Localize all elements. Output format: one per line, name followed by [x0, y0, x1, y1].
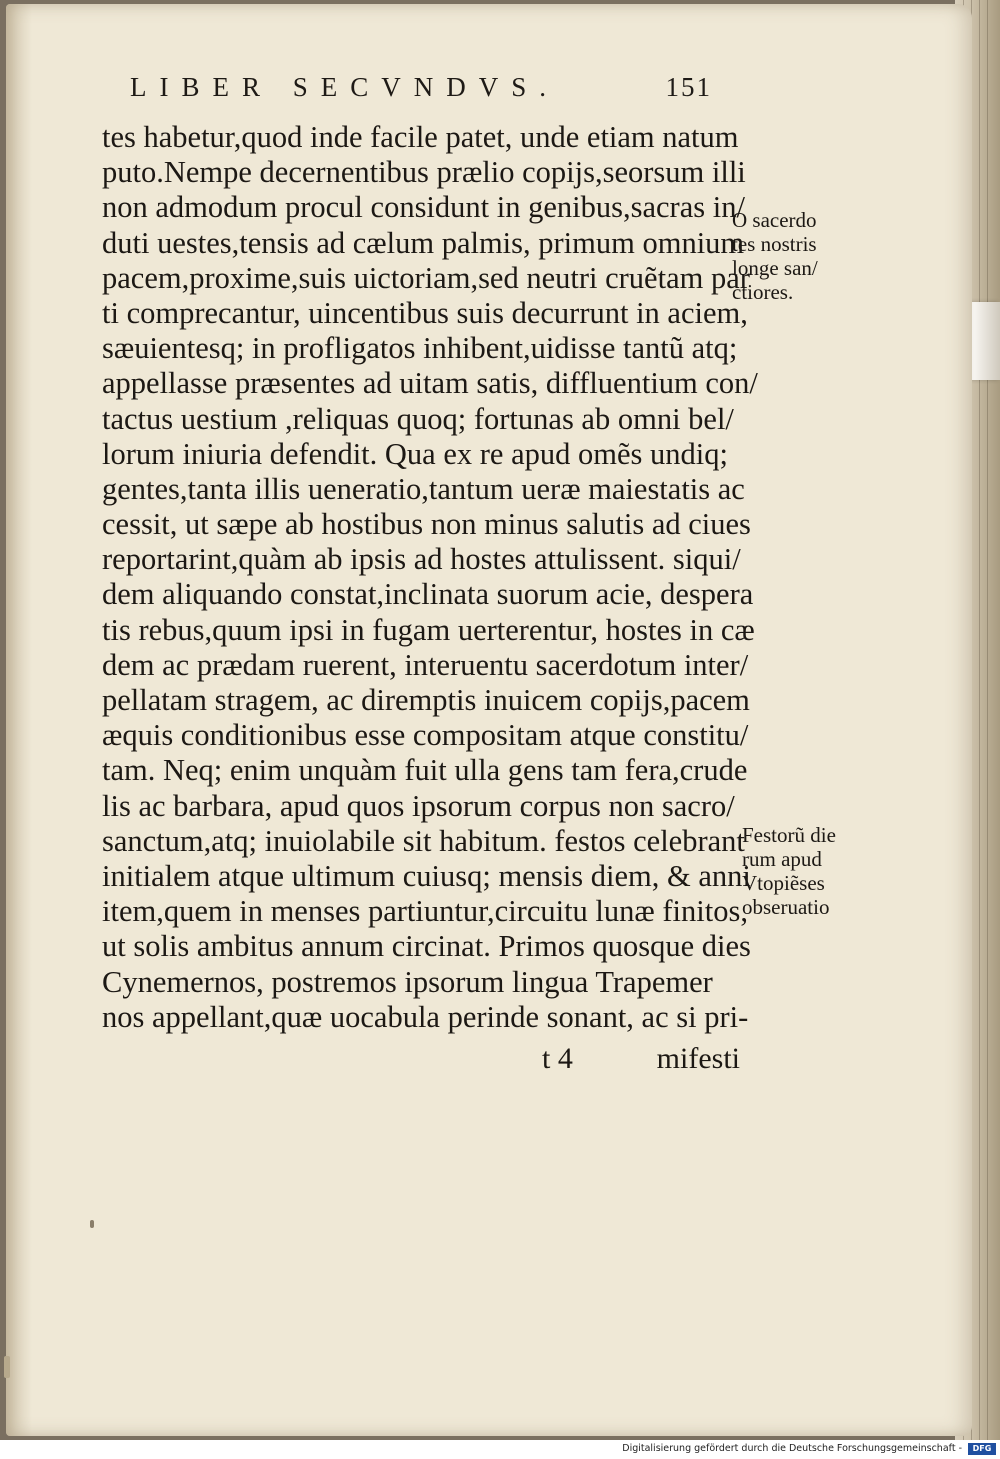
marginal-line: rum apud — [742, 847, 822, 871]
paper-speck — [90, 1220, 94, 1228]
text-line: puto.Nempe decernentibus prælio copijs,seorsum illi — [102, 155, 746, 190]
text-line: pellatam stragem, ac diremptis inuicem copijs,pacem — [102, 683, 750, 717]
running-title: LIBER SECVNDVS. — [130, 72, 560, 102]
text-line: æquis conditionibus esse compositam atque constitu/ — [102, 718, 749, 753]
text-line: non admodum procul considunt in genibus,sacras in/ — [102, 190, 745, 225]
marginal-note-festivals — [742, 823, 862, 919]
text-line: tam. Neq; enim unquàm fuit ulla gens tam fera,crude — [102, 753, 748, 788]
text-line: gentes,tanta illis ueneratio,tantum ueræ maiestatis ac — [102, 471, 745, 506]
text-line: pacem,proxime,suis uictoriam,sed neutri cruẽtam par — [102, 260, 750, 295]
text-line: tis rebus,quum ipsi in fugam uerterentur, hostes in cæ — [102, 612, 755, 647]
text-line: tes habetur,quod inde facile patet, unde etiam natum — [102, 120, 739, 154]
text-line: reportarint,quàm ab ipsis ad hostes attulissent. siqui/ — [102, 542, 741, 577]
catchword: mifesti — [656, 1042, 740, 1075]
text-line: ut solis ambitus annum circinat. Primos quosque dies — [102, 929, 751, 964]
signature-mark: t 4 — [542, 1042, 573, 1075]
marginal-line: Vtopiẽses — [742, 871, 825, 895]
page-number: 151 — [665, 72, 712, 102]
funding-credit: Digitalisierung gefördert durch die Deutsche Forschungsgemeinschaft - — [622, 1443, 962, 1454]
main-text — [102, 120, 758, 1035]
text-line: sanctum,atq; inuiolabile sit habitum. festos celebrant — [102, 823, 745, 858]
text-line: lis ac barbara, apud quos ipsorum corpus non sacro/ — [102, 788, 735, 823]
marginal-line: longe san/ — [732, 256, 818, 280]
text-line: sæuientesq; in profligatos inhibent,uidisse tantũ atq; — [102, 331, 738, 366]
paper-speck — [4, 1356, 10, 1378]
text-line: nos appellant,quæ uocabula perinde sonant, ac si pri- — [102, 999, 749, 1034]
text-line: tactus uestium ,reliquas quoq; fortunas ab omni bel/ — [102, 401, 734, 436]
text-line: item,quem in menses partiuntur,circuitu lunæ finitos, — [102, 894, 748, 929]
text-line: dem ac prædam ruerent, interuentu sacerdotum inter/ — [102, 647, 749, 682]
text-line: ti comprecantur, uincentibus suis decurrunt in aciem, — [102, 295, 748, 330]
running-header — [100, 72, 740, 112]
marginal-line: ctiores. — [732, 280, 794, 304]
marginal-note-priests — [732, 208, 852, 304]
marginal-line: O sacerdo — [732, 208, 817, 232]
text-line: dem aliquando constat,inclinata suorum acie, despera — [102, 577, 754, 612]
text-line: Cynemernos, postremos ipsorum lingua Trapemer — [102, 964, 713, 999]
footer-strip — [0, 1440, 1000, 1459]
text-line: initialem atque ultimum cuiusq; mensis diem, & anni — [102, 858, 751, 893]
marginal-line: tes nostris — [732, 232, 817, 256]
marginal-line: Festorũ die — [742, 823, 836, 847]
text-line: cessit, ut sæpe ab hostibus non minus salutis ad ciues — [102, 507, 751, 542]
marginal-line: obseruatio — [742, 895, 830, 919]
text-line: appellasse præsentes ad uitam satis, diffluentium con/ — [102, 366, 758, 401]
dfg-logo-icon: DFG — [968, 1443, 996, 1455]
text-line: lorum iniuria defendit. Qua ex re apud omẽs undiq; — [102, 436, 728, 471]
text-line: duti uestes,tensis ad cælum palmis, primum omnium — [102, 225, 745, 260]
catchline — [102, 1042, 742, 1078]
